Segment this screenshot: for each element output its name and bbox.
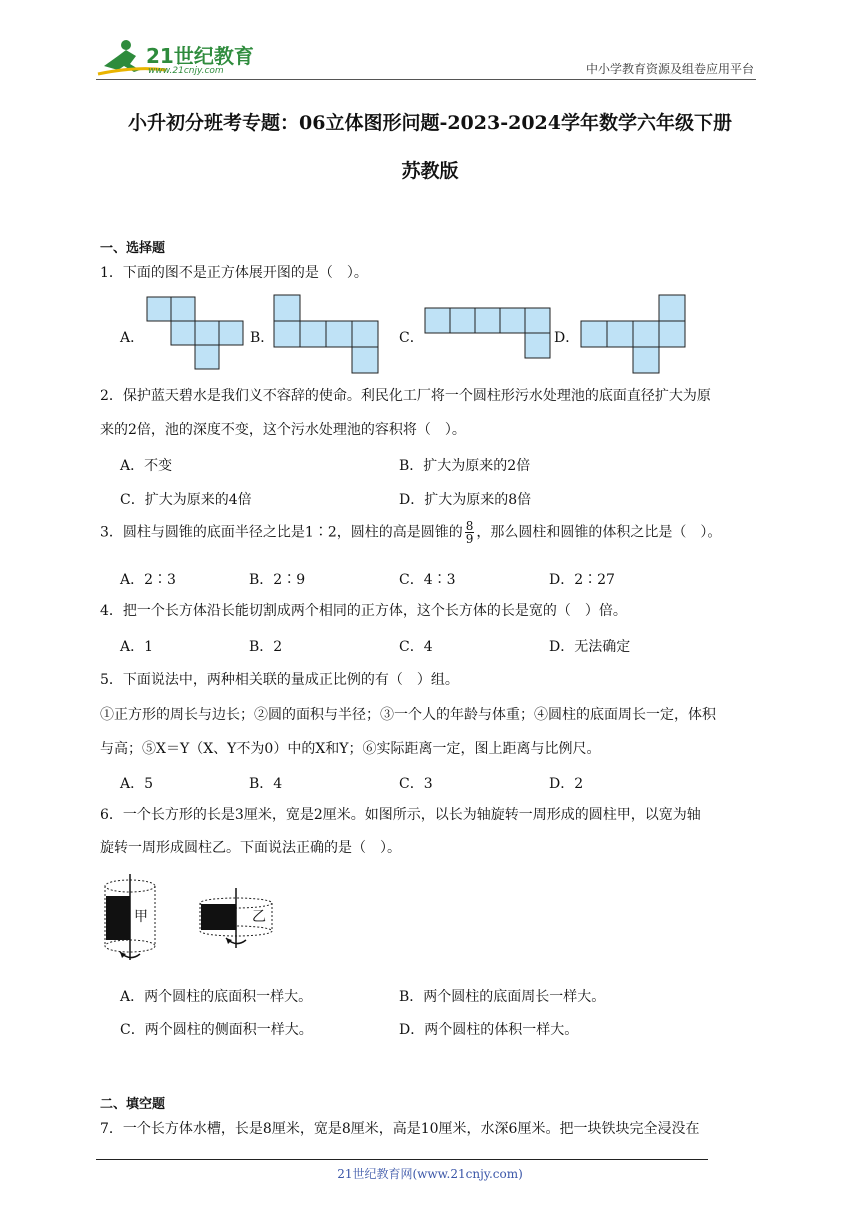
q4-option-a: A．1 (120, 639, 154, 655)
q3-fraction-denominator: 9 (465, 532, 474, 546)
q3-option-a: A．2∶3 (120, 572, 176, 588)
question-7-text: 7．一个长方体水槽，长是8厘米，宽是8厘米，高是10厘米，水深6厘米。把一块铁块完全浸没在 (100, 1121, 700, 1137)
question-1-text: 1．下面的图不是正方体展开图的是（ ）。 (100, 265, 368, 281)
q6-cylinder-yi-figure (198, 886, 278, 952)
q3-option-c: C．4∶3 (399, 572, 456, 588)
q1-net-a-figure (146, 296, 246, 372)
footer-divider (96, 1159, 708, 1160)
section-heading-fill: 二、填空题 (100, 1097, 166, 1112)
question-4-text: 4．把一个长方体沿长能切割成两个相同的正方体，这个长方体的长是宽的（ ）倍。 (100, 603, 627, 619)
q2-option-c: C．扩大为原来的4倍 (120, 492, 252, 508)
q4-option-c: C．4 (399, 639, 433, 655)
q5-option-b: B．4 (249, 776, 283, 792)
q3-text-before: 3．圆柱与圆锥的底面半径之比是1∶2，圆柱的高是圆锥的 (100, 524, 463, 541)
q2-option-a: A．不变 (120, 458, 173, 474)
q6-option-c: C．两个圆柱的侧面积一样大。 (120, 1022, 313, 1038)
question-5-line-3: 与高；⑤X＝Y（X、Y不为0）中的X和Y；⑥实际距离一定，图上距离与比例尺。 (100, 741, 601, 757)
q3-fraction (465, 520, 475, 545)
question-5-line-2: ①正方形的周长与边长；②圆的面积与半径；③一个人的年龄与体重；④圆柱的底面周长一定，体积 (100, 707, 716, 723)
page-subtitle: 苏教版 (401, 160, 459, 182)
q6-label-yi: 乙 (252, 909, 266, 925)
site-logo (96, 36, 266, 80)
q3-fraction-numerator: 8 (465, 519, 474, 533)
q1-net-d-figure (580, 294, 688, 374)
page-title: 小升初分班考专题：06立体图形问题-2023-2024学年数学六年级下册 (128, 112, 732, 134)
question-6-line-2: 旋转一周形成圆柱乙。下面说法正确的是（ ）。 (100, 840, 401, 856)
q5-option-c: C．3 (399, 776, 433, 792)
q3-option-b: B．2∶9 (249, 572, 306, 588)
q5-option-a: A．5 (120, 776, 154, 792)
q1-option-d-label: D． (554, 330, 580, 346)
q4-option-b: B．2 (249, 639, 283, 655)
logo-url: www.21cnjy.com (148, 66, 224, 76)
q2-option-b: B．扩大为原来的2倍 (399, 458, 531, 474)
section-heading-choice: 一、选择题 (100, 241, 166, 256)
question-2-line-1: 2．保护蓝天碧水是我们义不容辞的使命。利民化工厂将一个圆柱形污水处理池的底面直径扩大为原 (100, 388, 711, 404)
q1-option-a-label: A． (120, 330, 145, 346)
q1-net-c-figure (424, 307, 554, 361)
q6-label-jia: 甲 (134, 909, 148, 925)
header-platform-text: 中小学教育资源及组卷应用平台 (585, 62, 754, 76)
q5-option-d: D．2 (549, 776, 584, 792)
footer-site-text: 21世纪教育网(www.21cnjy.com) (337, 1167, 523, 1181)
q6-option-b: B．两个圆柱的底面周长一样大。 (399, 989, 606, 1005)
question-3-text (100, 520, 800, 545)
q1-option-c-label: C． (399, 330, 424, 346)
header-divider (96, 79, 756, 80)
q3-text-after: ，那么圆柱和圆锥的体积之比是（ ）。 (476, 524, 722, 541)
question-5-text: 5．下面说法中，两种相关联的量成正比例的有（ ）组。 (100, 672, 459, 688)
q1-option-b-label: B． (250, 330, 275, 346)
logo-text: 21世纪教育 (146, 44, 254, 68)
q6-option-a: A．两个圆柱的底面积一样大。 (120, 989, 313, 1005)
q2-option-d: D．扩大为原来的8倍 (399, 492, 532, 508)
question-2-line-2: 来的2倍，池的深度不变，这个污水处理池的容积将（ ）。 (100, 422, 466, 438)
question-6-line-1: 6．一个长方形的长是3厘米，宽是2厘米。如图所示，以长为轴旋转一周形成的圆柱甲，以宽为轴 (100, 807, 701, 823)
q3-option-d: D．2∶27 (549, 572, 615, 588)
q4-option-d: D．无法确定 (549, 639, 631, 655)
q1-net-b-figure (273, 294, 383, 374)
q6-option-d: D．两个圆柱的体积一样大。 (399, 1022, 579, 1038)
